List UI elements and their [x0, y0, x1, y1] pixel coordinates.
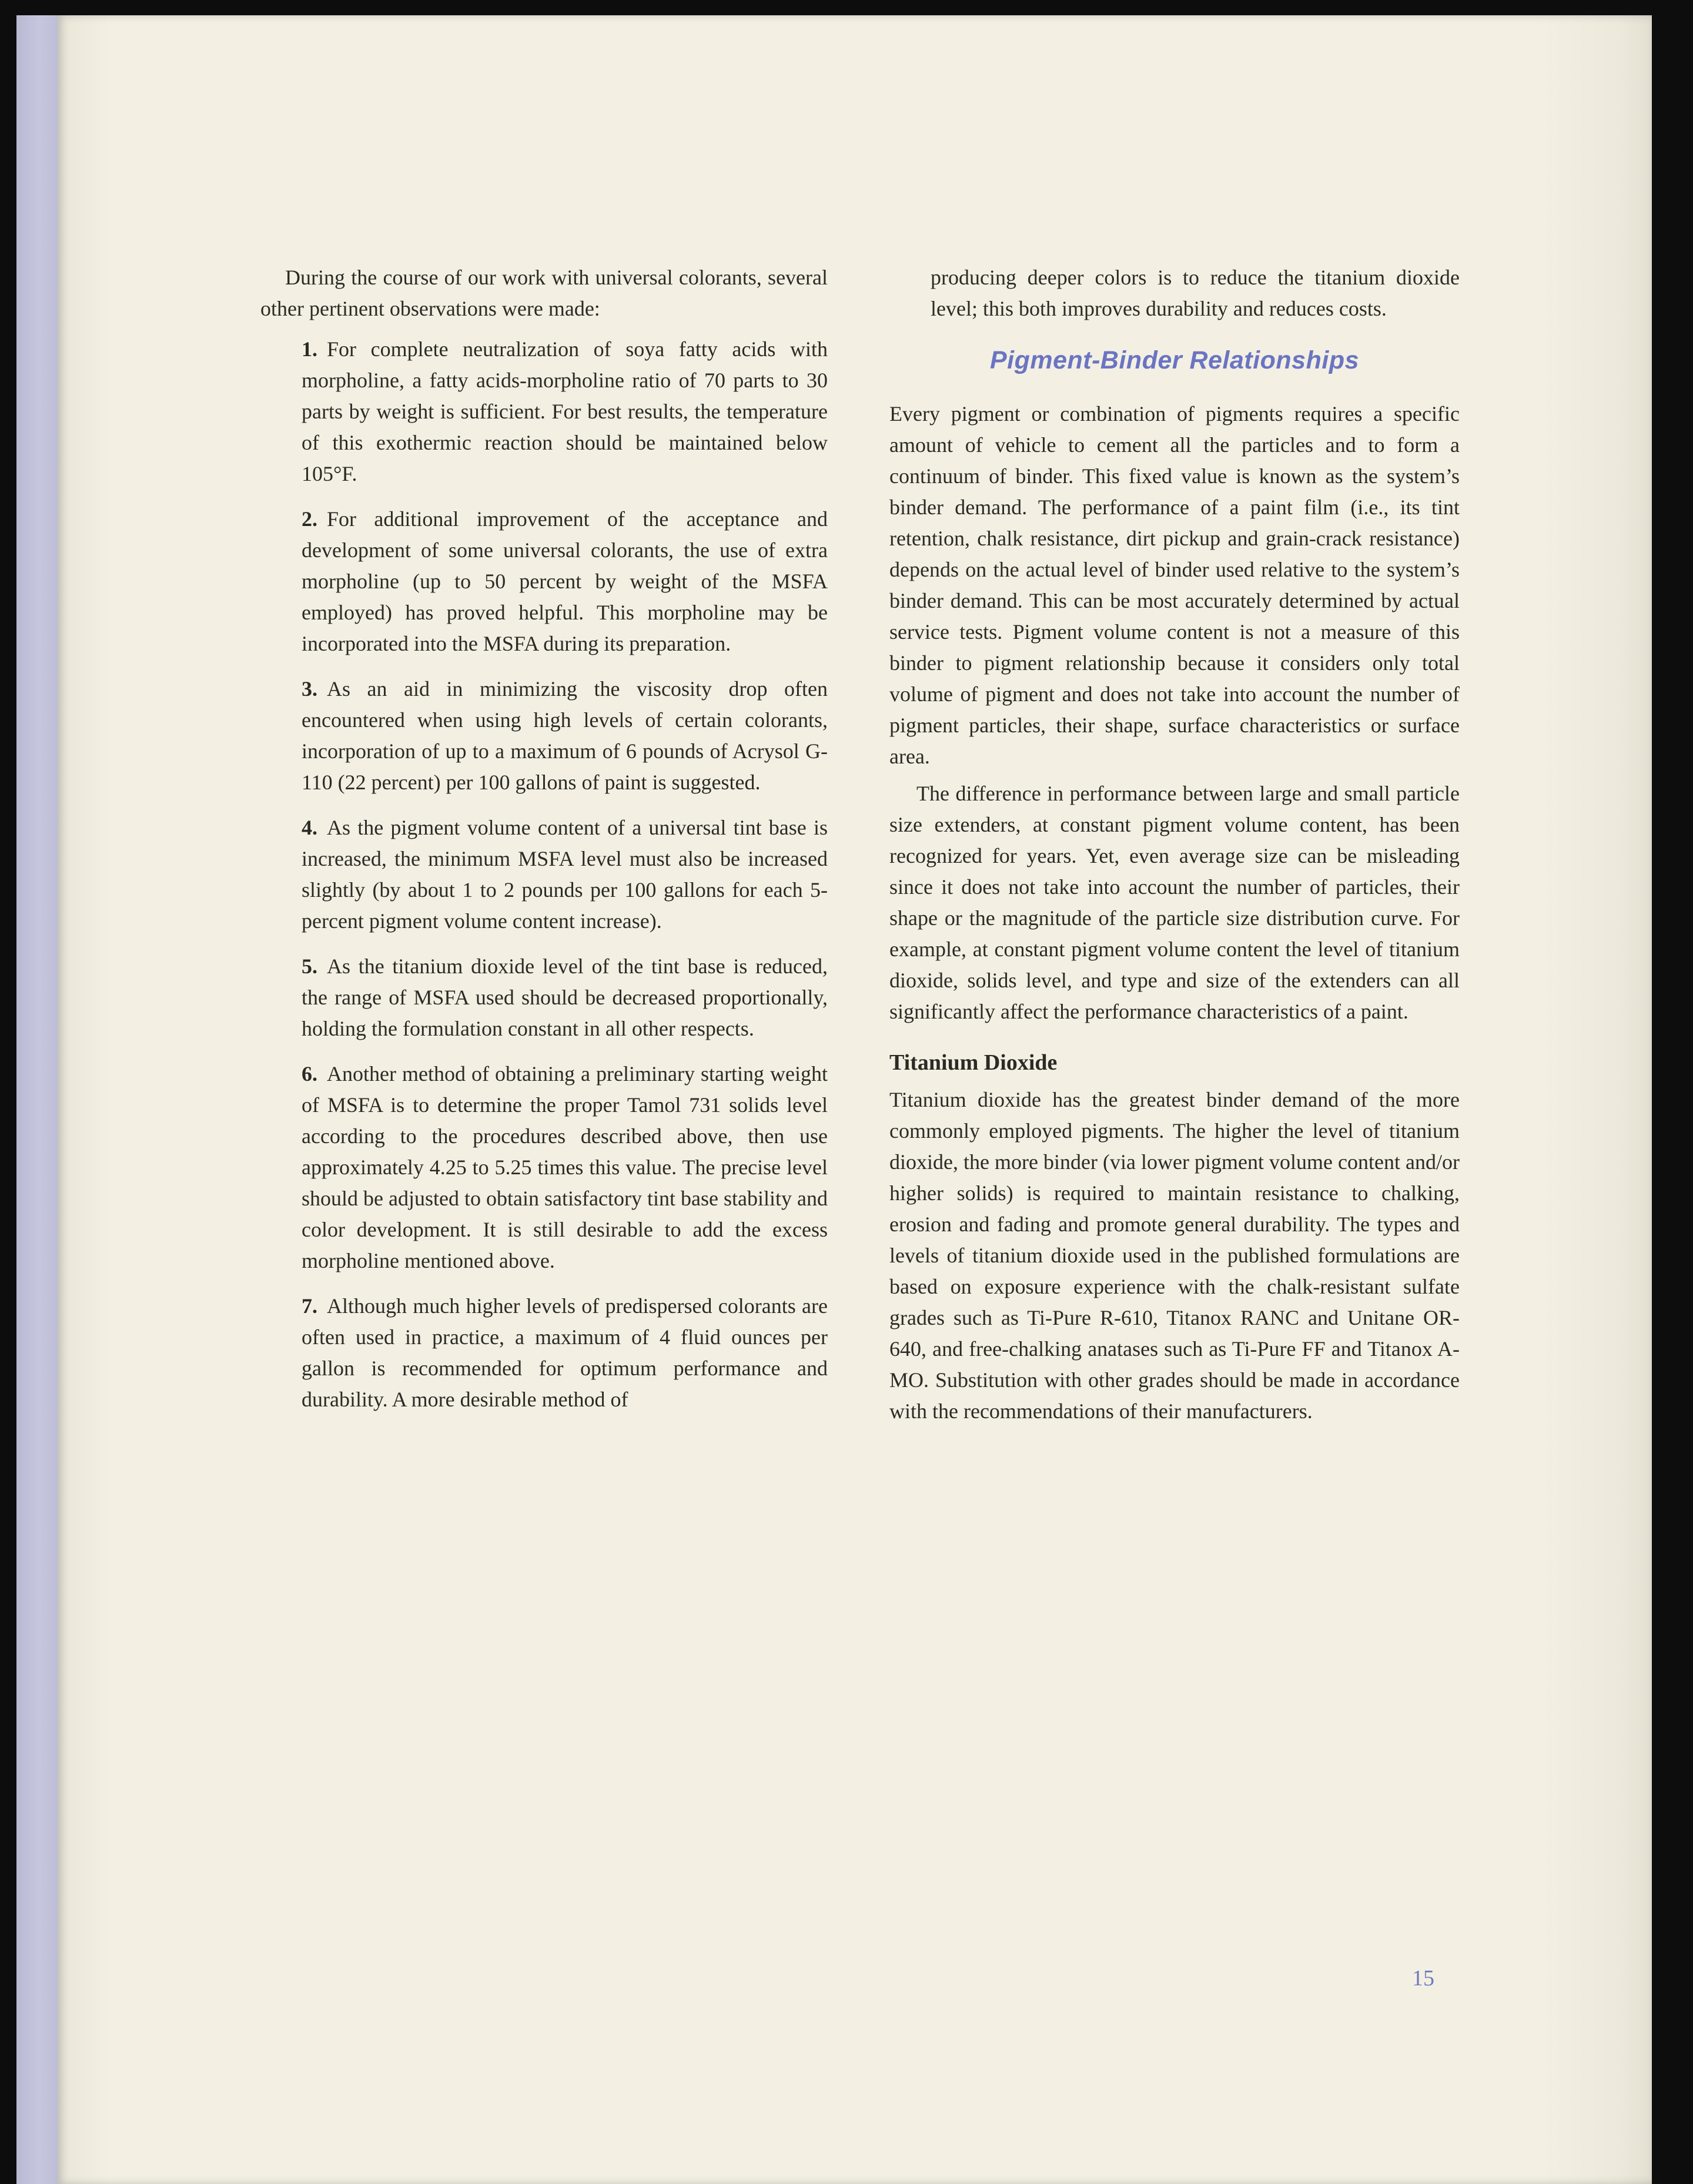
- list-item: [302, 812, 828, 937]
- list-item-text: Although much higher levels of predispersed colorants are often used in practice, a maximum of 4 fluid ounces per gallon is recommended for optimum performance and durability. A more desirable method of: [302, 1294, 828, 1411]
- list-item-text: Another method of obtaining a preliminary starting weight of MSFA is to determine the proper Tamol 731 solids level according to the procedures described above, then use approximately 4.25 to 5.25 times this value. The precise level should be adjusted to obtain satisfactory tint base stability and color development. It is still desirable to add the excess morpholine mentioned above.: [302, 1062, 828, 1272]
- list-item-number: 6.: [302, 1062, 317, 1086]
- list-item: [302, 1291, 828, 1415]
- page-edge-strip: [16, 15, 58, 2184]
- subsection-heading-titanium-dioxide: Titanium Dioxide: [889, 1050, 1058, 1075]
- list-item: [302, 504, 828, 659]
- list-item-number: 7.: [302, 1294, 317, 1318]
- paragraph: Every pigment or combination of pigments requires a specific amount of vehicle to cement all the particles and to form a continuum of binder. This fixed value is known as the system’s binder demand. The performance of a paint film (i.e., its tint retention, chalk resistance, dirt pickup and grain-crack resistance) depends on the actual level of binder used relative to the system’s binder demand. This can be most accurately determined by actual service tests. Pigment volume content is not a measure of this binder to pigment relationship because it considers only total volume of pigment and does not take into account the number of pigment particles, their shape, surface characteristics or surface area.: [889, 402, 1460, 768]
- page-number: 15: [1412, 1966, 1434, 1991]
- paragraph: Titanium dioxide has the greatest binder demand of the more commonly employed pigments. The higher the level of titanium dioxide, the more binder (via lower pigment volume content and/or higher solids) is required to maintain resistance to chalking, erosion and fading and promote general durability. The types and levels of titanium dioxide used in the published formulations are based on exposure experience with the chalk-resistant sulfate grades such as Ti-Pure R-610, Titanox RANC and Unitane OR-640, and free-chalking anatases such as Ti-Pure FF and Titanox A-MO. Substitution with other grades should be made in accordance with the recommendations of their manufacturers.: [889, 1088, 1460, 1423]
- list-item-number: 5.: [302, 954, 317, 978]
- list-item-text: As the pigment volume content of a universal tint base is increased, the minimum MSFA level must also be increased slightly (by about 1 to 2 pounds per 100 gallons for each 5-percent pigment volume content increase).: [302, 816, 828, 933]
- list-item-text: For complete neutralization of soya fatty acids with morpholine, a fatty acids-morpholine ratio of 70 parts to 30 parts by weight is sufficient. For best results, the temperature of this exothermic reaction should be maintained below 105°F.: [302, 337, 828, 485]
- list-item: [302, 1058, 828, 1277]
- list-item-text: As an aid in minimizing the viscosity drop often encountered when using high levels of certain colorants, incorporation of up to a maximum of 6 pounds of Acrysol G-110 (22 percent) per 100 gallons of paint is suggested.: [302, 677, 828, 794]
- list-item: [302, 674, 828, 798]
- list-item: [302, 951, 828, 1044]
- list-item: [302, 334, 828, 490]
- list-item-number: 2.: [302, 507, 317, 531]
- list-item-number: 4.: [302, 816, 317, 839]
- column-right: [889, 262, 1460, 1433]
- paragraph: The difference in performance between large and small particle size extenders, at constant pigment volume content, has been recognized for years. Yet, even average size can be misleading since it does not take into account the number of particles, their shape or the magnitude of the particle size distribution curve. For example, at constant pigment volume content the level of titanium dioxide, solids level, and type and size of the extenders can all significantly affect the performance characteristics of a paint.: [889, 782, 1460, 1023]
- intro-paragraph: During the course of our work with universal colorants, several other pertinent observations were made:: [260, 266, 828, 320]
- page-content: [260, 262, 1460, 1433]
- list-item-number: 3.: [302, 677, 317, 701]
- paper-page: [58, 15, 1652, 2184]
- list-item-text: For additional improvement of the acceptance and development of some universal colorants, the use of extra morpholine (up to 50 percent by weight of the MSFA employed) has proved helpful. This morpholine may be incorporated into the MSFA during its preparation.: [302, 507, 828, 655]
- column-left: [260, 262, 828, 1433]
- list-item-number: 1.: [302, 337, 317, 361]
- list-item-text: As the titanium dioxide level of the tint base is reduced, the range of MSFA used should be decreased proportionally, holding the formulation constant in all other respects.: [302, 954, 828, 1040]
- section-heading-pigment-binder: Pigment-Binder Relationships: [989, 346, 1359, 374]
- continuation-paragraph: producing deeper colors is to reduce the titanium dioxide level; this both improves durability and reduces costs.: [931, 266, 1460, 320]
